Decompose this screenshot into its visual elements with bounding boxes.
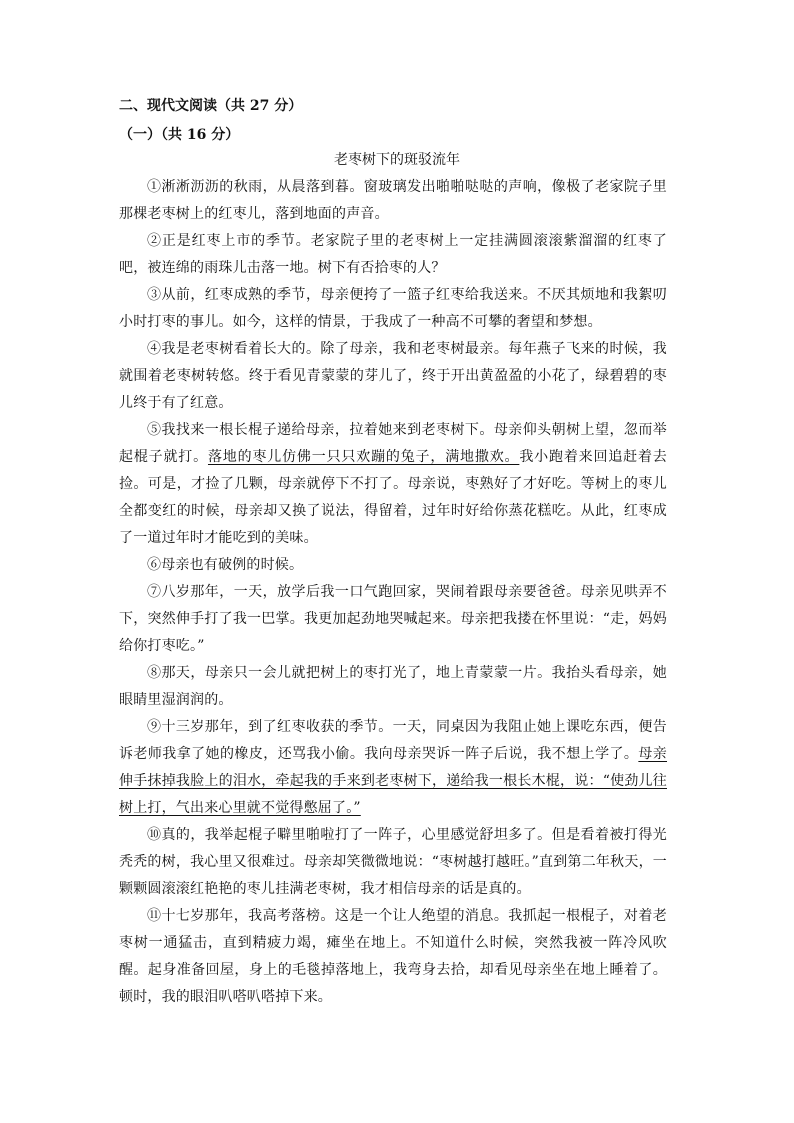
paragraph-9-text: ⑨十三岁那年，到了红枣收获的季节。一天，同桌因为我阻止她上课吃东西，便告诉老师我拿了她的橡皮，还骂我小偷。我向母亲哭诉一阵子后说，我不想上学了。 bbox=[119, 719, 667, 762]
paragraph-1: ①淅淅沥沥的秋雨，从晨落到暮。窗玻璃发出啪啪哒哒的声响，像极了老家院子里那棵老枣树上的红枣儿，落到地面的声音。 bbox=[119, 179, 667, 222]
paragraph-9 bbox=[119, 714, 667, 822]
paragraph-8: ⑧那天，母亲只一会儿就把树上的枣打光了，地上青蒙蒙一片。我抬头看母亲，她眼睛里湿润润的。 bbox=[119, 665, 667, 708]
paragraph-2: ②正是红枣上市的季节。老家院子里的老枣树上一定挂满圆滚滚紫溜溜的红枣了吧，被连绵的雨珠儿击落一地。树下有否拾枣的人？ bbox=[119, 233, 667, 276]
paragraph-6: ⑥母亲也有破例的时候。 bbox=[147, 557, 304, 573]
paragraph-5-text: ⑤我找来一根长棍子递给母亲，拉着她来到老枣树下。母亲仰头朝树上望，忽而举起棍子就打。 bbox=[119, 422, 667, 465]
paragraph-10: ⑩真的，我举起棍子噼里啪啦打了一阵子，心里感觉舒坦多了。但是看着被打得光秃秃的树，我心里又很难过。母亲却笑微微地说：“枣树越打越旺。”直到第二年秋天，一颗颗圆滚滚红艳艳的枣儿挂满老枣树，我才相信母亲的话是真的。 bbox=[119, 827, 667, 897]
paragraph-7: ⑦八岁那年，一天，放学后我一口气跑回家，哭闹着跟母亲要爸爸。母亲见哄弄不下，突然伸手打了我一巴掌。我更加起劲地哭喊起来。母亲把我搂在怀里说：“走，妈妈给你打枣吃。” bbox=[119, 584, 667, 654]
paragraph-11: ⑪十七岁那年，我高考落榜。这是一个让人绝望的消息。我抓起一根棍子，对着老枣树一通猛击，直到精疲力竭，瘫坐在地上。不知道什么时候，突然我被一阵冷风吹醒。起身准备回屋，身上的毛毯掉落地上，我弯身去拾，却看见母亲坐在地上睡着了。顿时，我的眼泪叭嗒叭嗒掉下来。 bbox=[119, 908, 667, 1005]
sub-heading: （一）（共 16 分） bbox=[119, 127, 240, 143]
paragraph-4: ④我是老枣树看着长大的。除了母亲，我和老枣树最亲。每年燕子飞来的时候，我就围着老枣树转悠。终于看见青蒙蒙的芽儿了，终于开出黄盈盈的小花了，绿碧碧的枣儿终于有了红意。 bbox=[119, 341, 667, 411]
section-heading: 二、现代文阅读（共 27 分） bbox=[119, 98, 303, 114]
paragraph-5-text-end: 我小跑着来回追赶着去捡。可是，才捡了几颗，母亲就停下不打了。母亲说，枣熟好了才好吃。等树上的枣儿全都变红的时候，母亲却又换了说法，得留着，过年时好给你蒸花糕吃。从此，红枣成了一道过年时才能吃到的美味。 bbox=[119, 449, 668, 546]
underlined-sentence-5: 落地的枣儿仿佛一只只欢蹦的兔子，满地撒欢。 bbox=[207, 449, 520, 465]
paragraph-5 bbox=[119, 417, 667, 552]
article-body bbox=[119, 174, 667, 1011]
underlined-sentence-9: 母亲伸手抹掉我脸上的泪水，牵起我的手来到老枣树下，递给我一根长木棍，说：“使劲儿往树上打，气出来心里就不觉得憋屈了。” bbox=[119, 746, 668, 816]
paragraph-3: ③从前，红枣成熟的季节，母亲便挎了一篮子红枣给我送来。不厌其烦地和我絮叨小时打枣的事儿。如今，这样的情景，于我成了一种高不可攀的奢望和梦想。 bbox=[119, 287, 667, 330]
article-title: 老枣树下的斑驳流年 bbox=[334, 152, 460, 168]
